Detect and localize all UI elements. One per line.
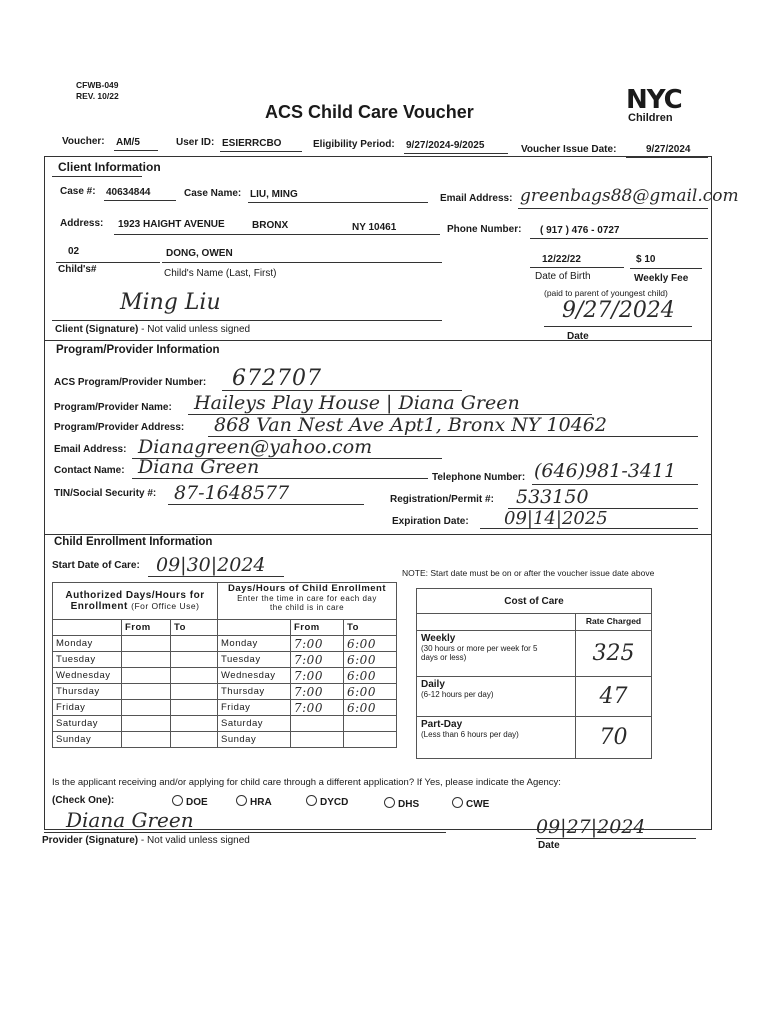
table-row: Wednesday Wednesday 7:00 6:00 bbox=[53, 668, 397, 684]
form-title: ACS Child Care Voucher bbox=[265, 102, 474, 122]
option-cwe[interactable]: CWE bbox=[452, 797, 489, 810]
issue-date-label: Voucher Issue Date: bbox=[521, 144, 617, 155]
fee-note: (paid to parent of youngest child) bbox=[544, 288, 668, 298]
case-name-value: LIU, MING bbox=[250, 189, 298, 200]
provider-name-label: Program/Provider Name: bbox=[54, 402, 172, 413]
client-signature-label: Client (Signature) - Not valid unless signed bbox=[55, 324, 251, 335]
start-date-value: 09|30|2024 bbox=[156, 554, 266, 576]
start-date-note: NOTE: Start date must be on or after the voucher issue date above bbox=[402, 568, 655, 578]
agency-question: Is the applicant receiving and/or applying for child care through a different application? If Yes, please indicate the Agency: bbox=[52, 777, 561, 788]
check-one-label: (Check One): bbox=[52, 795, 115, 806]
provider-section-title: Program/Provider Information bbox=[56, 344, 220, 356]
provider-number-value: 672707 bbox=[232, 366, 322, 391]
voucher-label: Voucher: bbox=[62, 136, 105, 147]
weekly-rate: 325 bbox=[576, 631, 652, 677]
child-name-value: DONG, OWEN bbox=[166, 248, 233, 259]
provider-number-label: ACS Program/Provider Number: bbox=[54, 377, 207, 388]
fee-label: Weekly Fee bbox=[634, 273, 689, 284]
partday-rate: 70 bbox=[576, 717, 652, 759]
client-section-title: Client Information bbox=[58, 160, 161, 174]
user-id-value: ESIERRCBO bbox=[222, 138, 282, 149]
issue-date-value: 9/27/2024 bbox=[646, 144, 691, 155]
child-name-label: Child's Name (Last, First) bbox=[164, 268, 277, 279]
table-row: Sunday Sunday bbox=[53, 732, 397, 748]
nyc-logo: NYC Children bbox=[626, 85, 682, 124]
dob-label: Date of Birth bbox=[535, 271, 591, 282]
case-name-label: Case Name: bbox=[184, 188, 242, 199]
client-signature-date: 9/27/2024 bbox=[562, 298, 675, 323]
option-doe[interactable]: DOE bbox=[172, 795, 208, 808]
provider-address-value: 868 Van Nest Ave Apt1, Bronx NY 10462 bbox=[214, 414, 607, 436]
tin-value: 87-1648577 bbox=[174, 482, 290, 504]
child-number-label: Child's# bbox=[58, 264, 97, 275]
case-number-label: Case #: bbox=[60, 186, 96, 197]
provider-email-label: Email Address: bbox=[54, 444, 127, 455]
enrollment-section-title: Child Enrollment Information bbox=[54, 536, 213, 548]
client-date-label: Date bbox=[567, 331, 589, 342]
address-city: BRONX bbox=[252, 220, 289, 231]
provider-signature-label: Provider (Signature) - Not valid unless signed bbox=[42, 835, 250, 846]
eligibility-label: Eligibility Period: bbox=[313, 139, 395, 150]
provider-phone-value: (646)981-3411 bbox=[534, 460, 677, 482]
client-phone-label: Phone Number: bbox=[447, 224, 522, 235]
eligibility-value: 9/27/2024-9/2025 bbox=[406, 140, 485, 151]
client-signature: Ming Liu bbox=[120, 290, 221, 315]
client-address-label: Address: bbox=[60, 218, 104, 229]
permit-value: 533150 bbox=[516, 486, 589, 508]
permit-label: Registration/Permit #: bbox=[390, 494, 494, 505]
provider-date-label: Date bbox=[538, 840, 560, 851]
provider-email-value: Dianagreen@yahoo.com bbox=[138, 436, 373, 458]
table-row: Thursday Thursday 7:00 6:00 bbox=[53, 684, 397, 700]
expiration-value: 09|14|2025 bbox=[504, 508, 608, 529]
start-date-label: Start Date of Care: bbox=[52, 560, 140, 571]
client-phone-value: ( 917 ) 476 - 0727 bbox=[540, 225, 620, 236]
case-number-value: 40634844 bbox=[106, 187, 151, 198]
daily-rate: 47 bbox=[576, 677, 652, 717]
provider-phone-label: Telephone Number: bbox=[432, 472, 526, 483]
cost-table: Cost of Care Rate Charged Weekly (30 hours or more per week for 5 days or less) 325 Daily (6-12 hours per day) 47 Part-Day (Less than 6 hours per day) 70 bbox=[416, 588, 652, 759]
client-email-label: Email Address: bbox=[440, 193, 513, 204]
form-code: CFWB-049 REV. 10/22 bbox=[76, 80, 119, 101]
child-number-value: 02 bbox=[68, 246, 80, 257]
contact-name-label: Contact Name: bbox=[54, 465, 125, 476]
table-row: Saturday Saturday bbox=[53, 716, 397, 732]
table-row: Tuesday Tuesday 7:00 6:00 bbox=[53, 652, 397, 668]
option-hra[interactable]: HRA bbox=[236, 795, 272, 808]
schedule-table: Authorized Days/Hours for Enrollment (For Office Use) Days/Hours of Child Enrollment Enter the time in care for each day the child is in care From To From To Monday Monday 7:00 6:00 Tuesday Tuesday 7:00 6:00 Wednesday Wednesday 7:00 6:00 Thursday Thursday 7:00 6:00 Friday Friday 7:00 6:00 Saturday Saturday Sunday Sunday bbox=[52, 582, 397, 748]
table-row: Friday Friday 7:00 6:00 bbox=[53, 700, 397, 716]
fee-value: $ 10 bbox=[636, 254, 656, 265]
provider-name-value: Haileys Play House | Diana Green bbox=[194, 392, 520, 414]
address-street: 1923 HAIGHT AVENUE bbox=[118, 219, 225, 230]
contact-name-value: Diana Green bbox=[138, 456, 260, 478]
option-dycd[interactable]: DYCD bbox=[306, 795, 348, 808]
provider-signature: Diana Green bbox=[66, 808, 194, 832]
expiration-label: Expiration Date: bbox=[392, 516, 469, 527]
address-state-zip: NY 10461 bbox=[352, 222, 397, 233]
provider-signature-date: 09|27|2024 bbox=[536, 816, 646, 838]
option-dhs[interactable]: DHS bbox=[384, 797, 419, 810]
user-id-label: User ID: bbox=[176, 137, 215, 148]
provider-address-label: Program/Provider Address: bbox=[54, 422, 185, 433]
client-email-value: greenbags88@gmail.com bbox=[520, 186, 739, 206]
dob-value: 12/22/22 bbox=[542, 254, 581, 265]
tin-label: TIN/Social Security #: bbox=[54, 488, 157, 499]
table-row: Monday Monday 7:00 6:00 bbox=[53, 636, 397, 652]
voucher-value: AM/5 bbox=[116, 137, 140, 148]
